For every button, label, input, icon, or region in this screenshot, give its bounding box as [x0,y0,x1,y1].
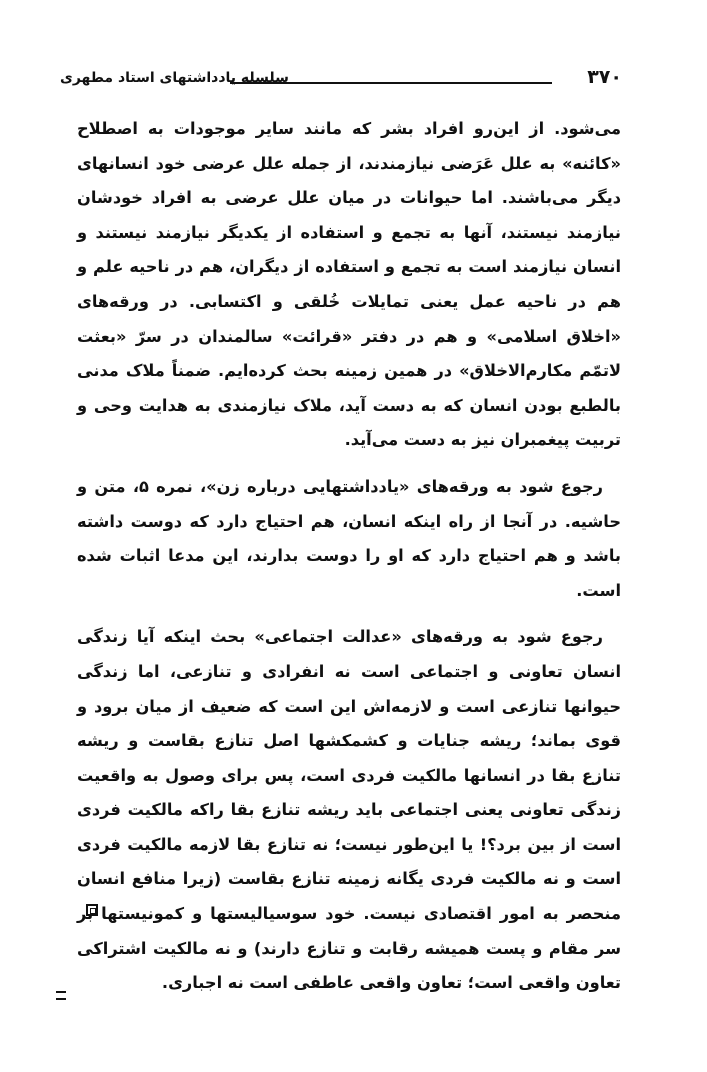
running-title: سلسله یادداشتهای استاد مطهری [60,70,289,86]
section-end-icon [86,904,98,916]
paragraph-1: می‌شود. از این‌رو افراد بشر که مانند سایر موجودات به اصطلاح «کائنه» به علل عَرَضی نیازمندند، از جمله علل عرضی خود انسانهای دیگر می‌باشند. اما حیوانات در میان علل عرضی به افراد خودشان نیازمند نیستند، آنها به تجمع و استفاده از یکدیگر نیازمند نیستند و انسان نیازمند است به تجمع و استفاده از دیگران، هم در ناحیه علم و هم در ناحیه عمل یعنی تمایلات خُلقی و اکتسابی. در ورقه‌های «اخلاق اسلامی» و هم در دفتر «قرائت» سالمندان در سرّ «بعثت لاتمّم مکارم‌الاخلاق» در همین زمینه بحث کرده‌ایم. ضمناً ملاک مدنی بالطبع بودن انسان که به دست آید، ملاک نیازمندی به هدایت وحی و تربیت پیغمبران نیز به دست می‌آید. [77,119,621,450]
paragraph-2: رجوع شود به ورقه‌های «یادداشتهایی درباره زن»، نمره ۵، متن و حاشیه. در آنجا از راه اینکه انسان، هم احتیاج دارد که دوست داشته باشد و هم احتیاج دارد که او را دوست بدارند، این مدعا اثبات شده است. [77,476,621,600]
running-header [60,62,622,94]
body-text [77,112,621,1001]
signature-mark-icon [56,990,66,1002]
paragraph-3: رجوع شود به ورقه‌های «عدالت اجتماعی» بحث اینکه آیا زندگی انسان تعاونی و اجتماعی است نه انفرادی و تنازعی، اما زندگی حیوانها تنازعی است و لازمه‌اش این است که ضعیف از میان برود و قوی بماند؛ ریشه جنایات و کشمکشها اصل تنازع بقاست و ریشه تنازع بقا در انسانها مالکیت فردی است، پس برای وصول به واقعیت زندگی تعاونی یعنی اجتماعی باید ریشه تنازع بقا راکه مالکیت فردی است از بین برد؟! یا این‌طور نیست؛ نه تنازع بقا لازمه مالکیت فردی است و نه مالکیت فردی یگانه زمینه تنازع بقاست (زیرا منافع انسان منحصر به امور اقتصادی نیست. خود سوسیالیستها و کمونیستها بر سر مقام و پست همیشه رقابت و تنازع دارند) و نه مالکیت اشتراکی تعاون واقعی است؛ تعاون واقعی عاطفی است نه اجباری. [77,627,621,993]
page-number: ۳۷۰ [587,66,622,88]
